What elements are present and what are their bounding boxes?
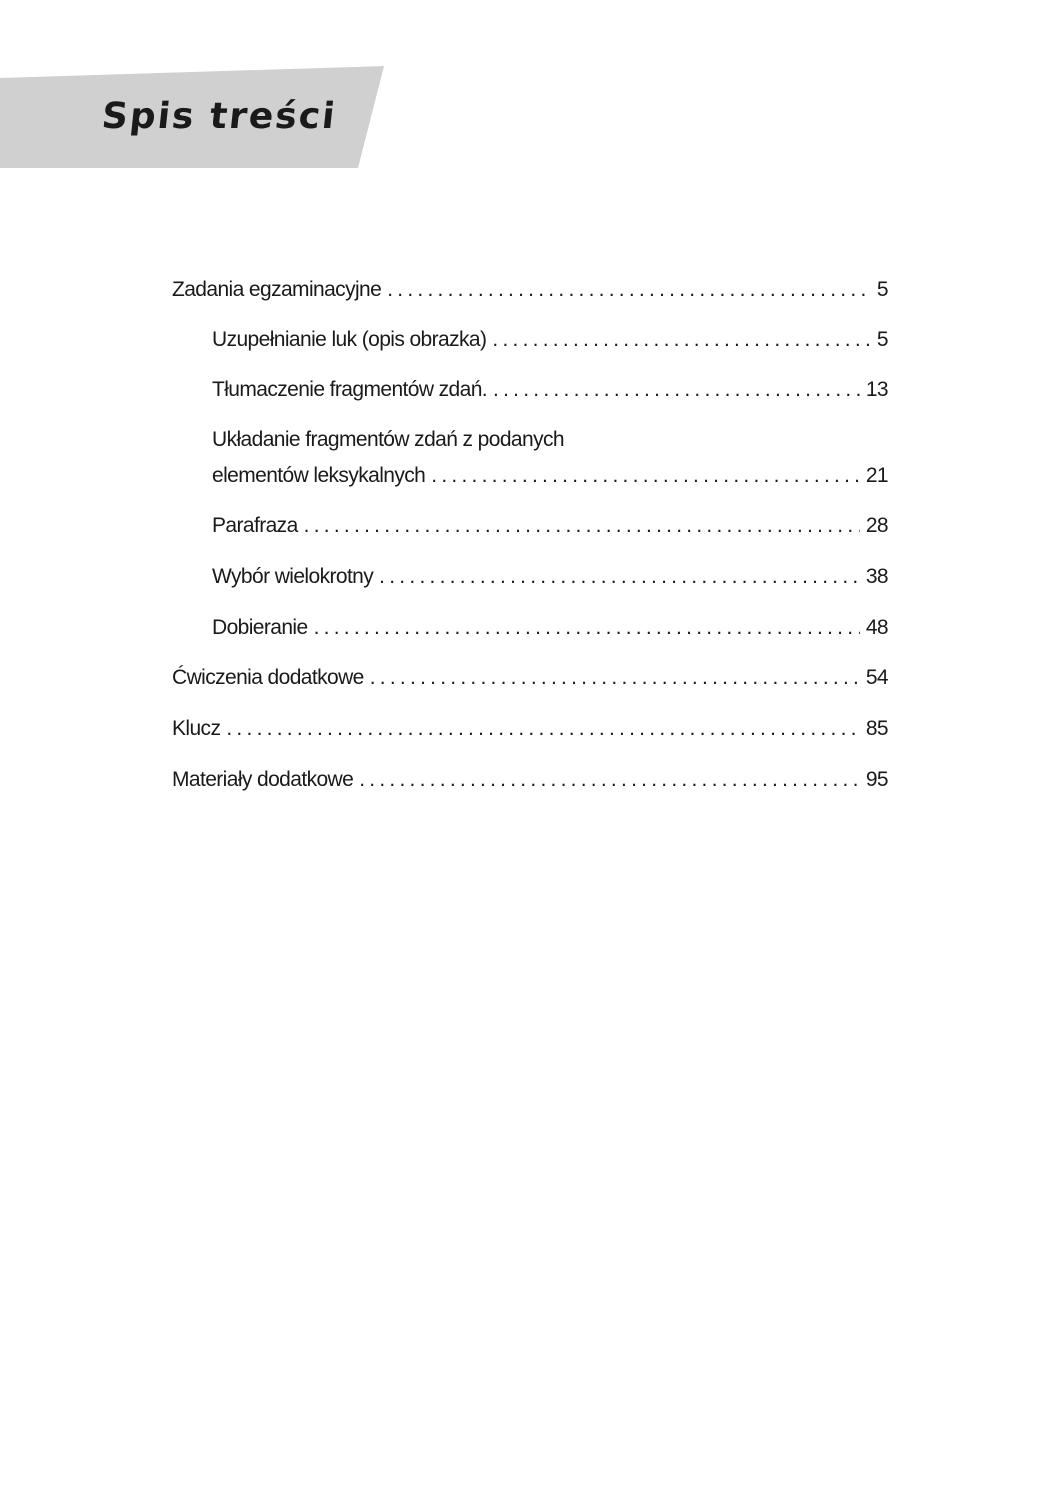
toc-entry-page: 38 — [865, 565, 888, 588]
toc-entry-label: Ćwiczenia dodatkowe — [172, 666, 364, 689]
toc-leader-dots — [226, 711, 859, 747]
toc-entry-label: elementów leksykalnych — [212, 464, 426, 487]
toc-entry-label: Zadania egzaminacyjne — [172, 278, 382, 301]
toc-entry-page: 13 — [865, 378, 888, 401]
toc-entry-label: Parafraza — [212, 514, 298, 537]
toc-entry-page: 28 — [865, 514, 888, 537]
toc-leader-dots — [379, 559, 860, 595]
toc-leader-dots — [492, 322, 871, 358]
toc-entry-page: 5 — [876, 328, 888, 351]
toc-entry[interactable] — [172, 660, 888, 696]
toc-entry-page: 21 — [865, 464, 888, 487]
toc-entry-page: 95 — [865, 768, 888, 791]
toc-entry[interactable] — [212, 422, 888, 494]
toc-entry[interactable] — [212, 372, 888, 408]
toc-entry[interactable] — [172, 272, 888, 308]
toc-leader-dots — [359, 762, 860, 798]
toc-entry-page: 5 — [876, 278, 888, 301]
toc-entry-label: Uzupełnianie luk (opis obrazka) — [212, 328, 487, 351]
toc-entry[interactable] — [172, 711, 888, 747]
toc-entry-label: Wybór wielokrotny — [212, 565, 374, 588]
toc-leader-dots — [370, 660, 860, 696]
toc-entry[interactable] — [212, 322, 888, 358]
toc-entry[interactable] — [172, 762, 888, 798]
toc-leader-dots — [387, 272, 871, 308]
toc-entry[interactable] — [212, 559, 888, 595]
page-title: Spis treści — [99, 96, 339, 137]
toc-entry-page: 54 — [865, 666, 888, 689]
toc-leader-dots — [314, 610, 860, 646]
toc-entry[interactable] — [212, 610, 888, 646]
toc-leader-dots — [304, 508, 860, 544]
toc-leader-dots — [493, 372, 860, 408]
toc-entry-label: Dobieranie — [212, 616, 308, 639]
toc-entry-label-line1: Układanie fragmentów zdań z podanych — [212, 428, 564, 451]
toc-entry-label: Klucz — [172, 717, 221, 740]
toc-entry[interactable] — [212, 508, 888, 544]
toc-entry-label: Tłumaczenie fragmentów zdań. — [212, 378, 488, 401]
toc-leader-dots — [431, 458, 860, 494]
toc-entry-page: 85 — [865, 717, 888, 740]
toc-entry-label: Materiały dodatkowe — [172, 768, 354, 791]
toc-entry-page: 48 — [865, 616, 888, 639]
